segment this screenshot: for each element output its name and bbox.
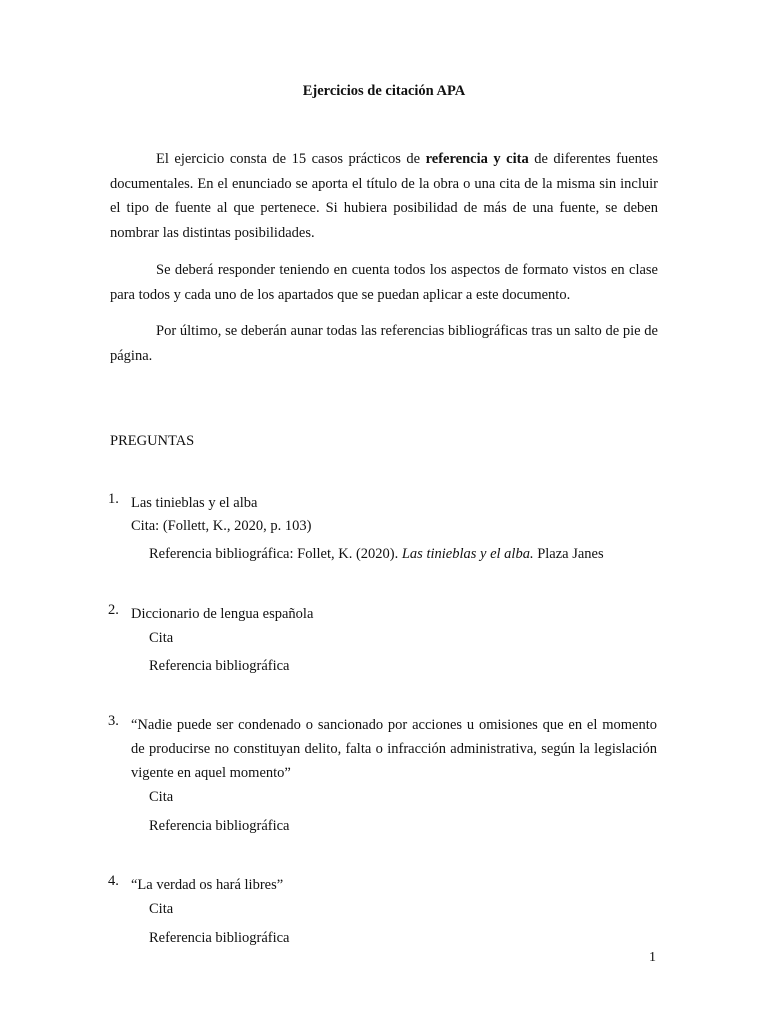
- question-1-number: 1.: [108, 491, 119, 507]
- question-2-text: Diccionario de lengua española: [131, 606, 314, 622]
- question-3-cita: Cita: [149, 789, 174, 805]
- question-2-reference: Referencia bibliográfica: [149, 658, 290, 674]
- question-1-cita: Cita: (Follett, K., 2020, p. 103): [131, 518, 312, 534]
- intro-p1-text-start: El ejercicio consta de 15 casos prácticos de: [156, 151, 426, 167]
- intro-paragraph-2: Se deberá responder teniendo en cuenta todos los aspectos de formato vistos en clase para todos y cada uno de los apartados que se puedan aplicar a este documento.: [110, 262, 658, 303]
- question-3-text: “Nadie puede ser condenado o sancionado por acciones u omisiones que en el momento de producirse no constituyan delito, falta o infracción administrativa, según la legislación vigente en aquel momento”: [131, 717, 657, 781]
- question-2-cita: Cita: [149, 630, 174, 646]
- intro-p1-text-end: de diferentes fuentes documentales. En el enunciado se aporta el título de la obra o una cita de la misma sin incluir el tipo de fuente al que pertenece. Si hubiera posibilidad de más de una fuente, se deben nombrar las distintas posibilidades.: [110, 151, 658, 241]
- question-4-cita: Cita: [149, 901, 174, 917]
- question-1-reference-publisher: Plaza Janes: [533, 546, 604, 562]
- question-1-reference-title: Las tinieblas y el alba.: [401, 546, 534, 562]
- question-4-text: “La verdad os hará libres”: [131, 877, 284, 893]
- document-title: Ejercicios de citación APA: [302, 83, 466, 99]
- question-4-reference: Referencia bibliográfica: [149, 930, 290, 946]
- question-1-reference-label: Referencia bibliográfica: Follet, K. (2020).: [149, 546, 402, 562]
- question-1-text: Las tinieblas y el alba: [131, 495, 258, 511]
- question-2-number: 2.: [108, 602, 119, 618]
- intro-paragraph-1: [110, 147, 658, 245]
- question-3-reference: Referencia bibliográfica: [149, 818, 290, 834]
- intro-paragraph-3: Por último, se deberán aunar todas las referencias bibliográficas tras un salto de pie de página.: [110, 323, 658, 364]
- page-number: 1: [649, 950, 656, 965]
- question-1-reference: [149, 546, 604, 563]
- intro-p1-bold-text: referencia y cita: [425, 151, 529, 167]
- question-3-number: 3.: [108, 713, 119, 729]
- question-4-number: 4.: [108, 873, 119, 889]
- questions-heading: PREGUNTAS: [110, 433, 195, 449]
